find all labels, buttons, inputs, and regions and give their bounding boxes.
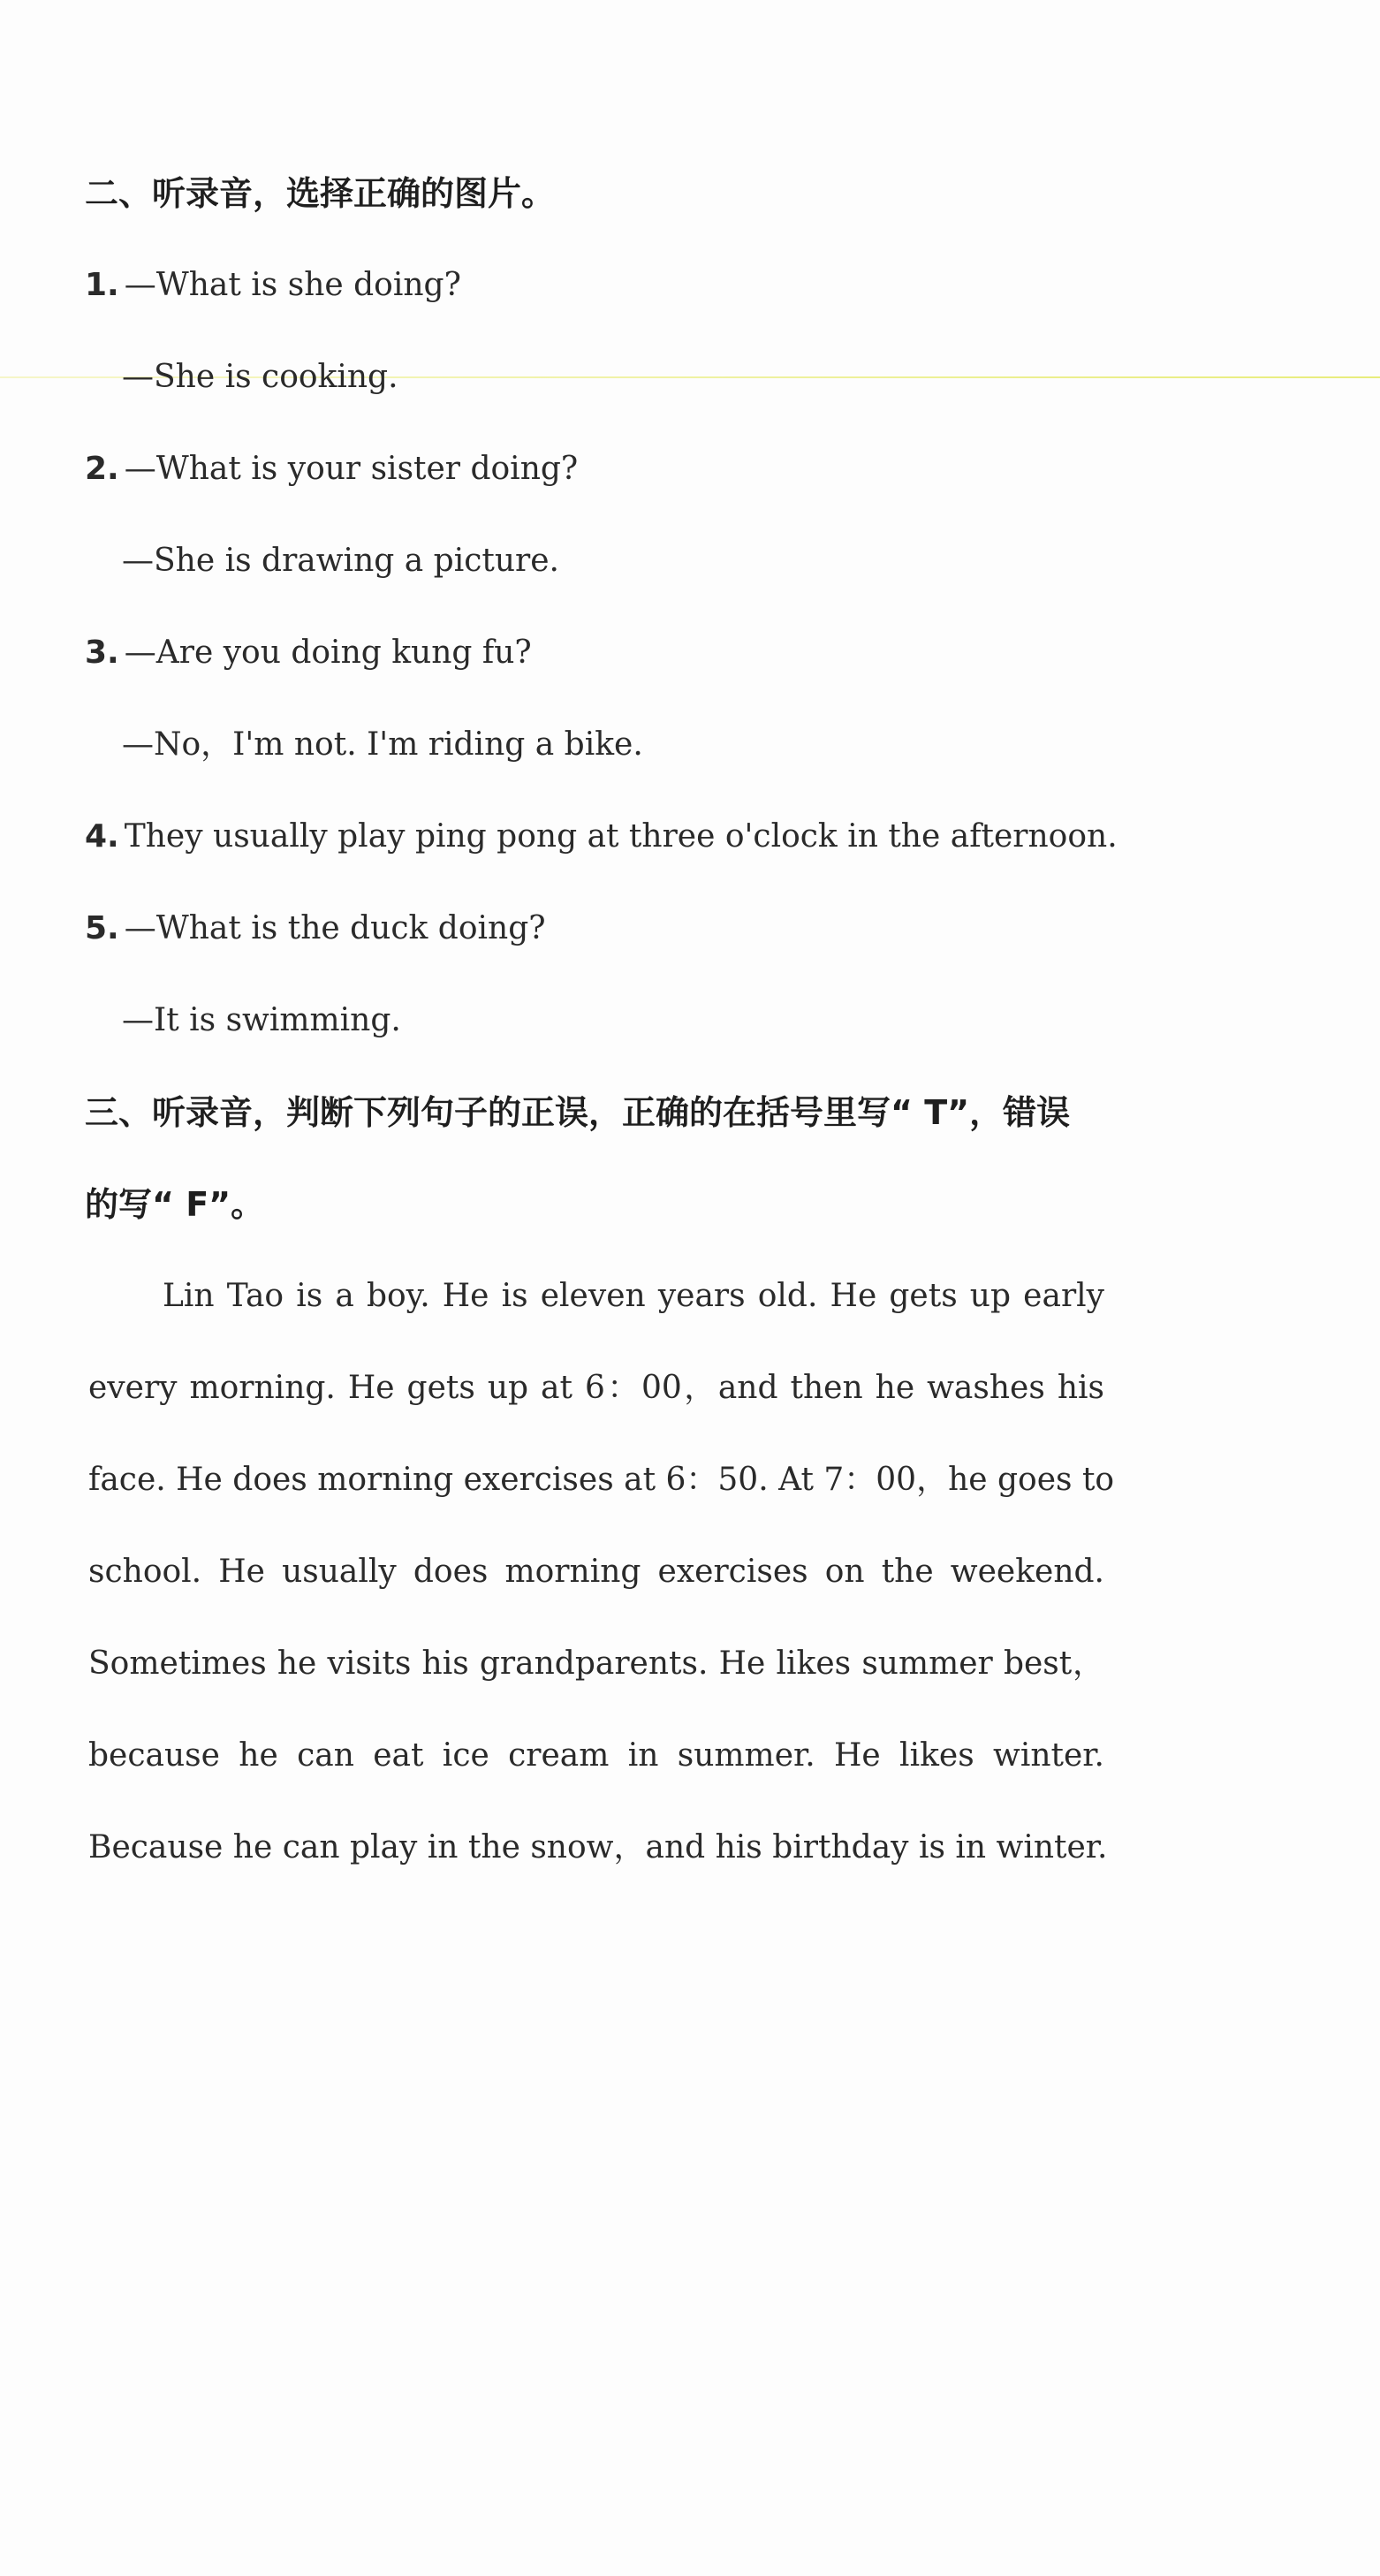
item-2-question	[85, 447, 578, 491]
item-1-number: 1.	[85, 267, 119, 303]
passage-line-5: Sometimes he visits his grandparents. He likes summer best，	[88, 1645, 1104, 1682]
section-3-heading-line-1: 三、听录音，判断下列句子的正误，正确的在括号里写“ T”，错误	[85, 1093, 1071, 1132]
item-2-number: 2.	[85, 451, 119, 487]
item-5-number: 5.	[85, 910, 119, 946]
passage-line-4: school. He usually does morning exercises on the weekend.	[88, 1554, 1104, 1590]
passage-line-1: Lin Tao is a boy. He is eleven years old. He gets up early	[163, 1278, 1104, 1314]
item-1-question-text: —What is she doing?	[124, 267, 461, 303]
item-4-statement	[85, 815, 1118, 859]
section-3-heading-line-2: 的写“ F”。	[85, 1185, 265, 1224]
item-1-question	[85, 263, 461, 308]
item-5-answer: —It is swimming.	[122, 1002, 401, 1038]
passage-line-3: face. He does morning exercises at 6：50. At 7：00，he goes to	[88, 1462, 1115, 1498]
item-4-statement-text: They usually play ping pong at three o'clock in the afternoon.	[124, 818, 1118, 855]
item-3-answer: —No，I'm not. I'm riding a bike.	[122, 726, 643, 763]
item-4-number: 4.	[85, 818, 119, 855]
passage-line-7: Because he can play in the snow，and his birthday is in winter.	[88, 1829, 1108, 1866]
section-2-heading: 二、听录音，选择正确的图片。	[85, 174, 556, 213]
passage-line-6: because he can eat ice cream in summer. He likes winter.	[88, 1737, 1104, 1774]
item-5-question-text: —What is the duck doing?	[124, 910, 546, 946]
item-1-answer: —She is cooking.	[122, 359, 398, 395]
item-3-number: 3.	[85, 635, 119, 671]
item-2-question-text: —What is your sister doing?	[124, 451, 579, 487]
item-3-question-text: —Are you doing kung fu?	[124, 635, 532, 671]
item-2-answer: —She is drawing a picture.	[122, 543, 559, 579]
item-3-question	[85, 631, 532, 675]
passage-line-2: every morning. He gets up at 6：00，and then he washes his	[88, 1370, 1104, 1406]
item-5-question	[85, 907, 546, 951]
